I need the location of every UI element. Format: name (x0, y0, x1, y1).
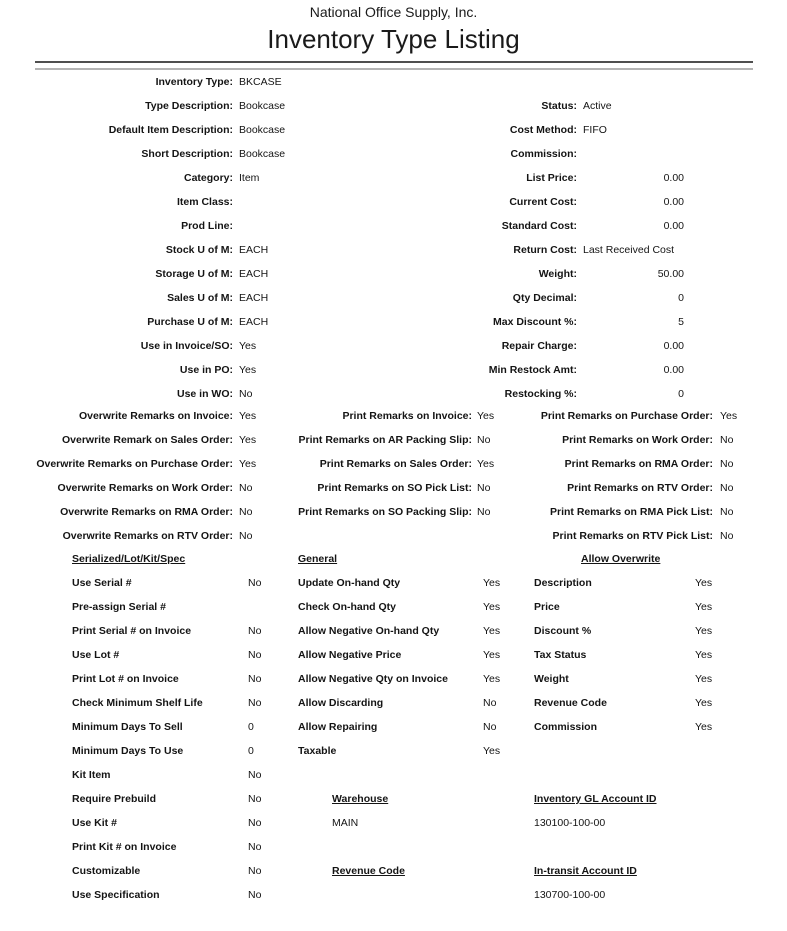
field-row (400, 238, 684, 262)
field-value: No (248, 841, 262, 853)
field-value: 0.00 (663, 340, 684, 352)
spacer-row (298, 883, 500, 907)
field-row (72, 811, 261, 835)
subsection-header-row (298, 859, 500, 883)
field-label: Purchase U of M: (147, 316, 233, 328)
field-value: No (720, 506, 734, 518)
field-value: No (239, 388, 253, 400)
field-value: Yes (695, 649, 713, 661)
section-rows (534, 571, 712, 907)
section-rows (72, 571, 261, 907)
section-rows (298, 571, 500, 907)
field-row (0, 118, 285, 142)
field-label: Print Remarks on RMA Order: (564, 458, 713, 470)
field-label: Commission: (510, 148, 577, 160)
field-value: No (239, 482, 253, 494)
field-value: Yes (483, 673, 501, 685)
field-row (298, 739, 500, 763)
field-label: Allow Repairing (298, 721, 378, 733)
field-row (72, 571, 261, 595)
field-label: Price (534, 601, 560, 613)
field-row (534, 595, 712, 619)
field-value: Yes (720, 410, 738, 422)
field-row (72, 763, 261, 787)
field-label: Return Cost: (513, 244, 577, 256)
section-header: Allow Overwrite (581, 553, 661, 565)
subsection-header: Warehouse (332, 793, 389, 805)
field-value: 0 (248, 721, 254, 733)
field-row (400, 214, 684, 238)
field-value: 130700-100-00 (534, 889, 606, 901)
field-value: MAIN (332, 817, 359, 829)
field-row (72, 595, 261, 619)
field-row (400, 286, 684, 310)
field-label: List Price: (526, 172, 577, 184)
field-row (0, 310, 285, 334)
field-label: Minimum Days To Use (72, 745, 184, 757)
field-value: No (477, 482, 491, 494)
field-row (0, 94, 285, 118)
field-row (400, 382, 684, 406)
field-value: Yes (239, 434, 257, 446)
field-value: 130100-100-00 (534, 817, 606, 829)
field-row (298, 667, 500, 691)
field-value: Yes (483, 745, 501, 757)
field-value: Yes (695, 577, 713, 589)
field-row (240, 452, 494, 476)
field-row (0, 452, 256, 476)
field-label: Use Lot # (72, 649, 120, 661)
field-label: Print Remarks on Sales Order: (319, 458, 472, 470)
field-label: Update On-hand Qty (298, 577, 401, 589)
field-value: Bookcase (239, 124, 286, 136)
field-row (400, 190, 684, 214)
subsection-header-row (298, 787, 500, 811)
overwrite-remarks-column (0, 404, 256, 548)
field-label: Min Restock Amt: (488, 364, 577, 376)
field-value: No (248, 817, 262, 829)
field-value: EACH (239, 316, 269, 328)
subsection-header-row (534, 859, 712, 883)
field-row (0, 500, 256, 524)
field-label: Item Class: (176, 196, 233, 208)
print-remarks-column-2 (480, 404, 737, 548)
field-label: Type Description: (145, 100, 233, 112)
field-label: Commission (534, 721, 598, 733)
field-label: Standard Cost: (501, 220, 577, 232)
field-label: Use Serial # (72, 577, 132, 589)
field-row (0, 382, 285, 406)
field-row (72, 715, 261, 739)
general-section (298, 547, 500, 907)
field-label: Description (534, 577, 592, 589)
field-row (72, 859, 261, 883)
field-label: Use Specification (72, 889, 160, 901)
field-row (400, 118, 684, 142)
field-label: Allow Negative Qty on Invoice (298, 673, 448, 685)
page-title: Inventory Type Listing (267, 24, 520, 54)
field-row (240, 428, 494, 452)
field-label: Kit Item (72, 769, 111, 781)
field-label: Overwrite Remarks on RMA Order: (60, 506, 233, 518)
field-value: No (248, 673, 262, 685)
field-label: Print Remarks on Invoice: (342, 410, 472, 422)
serialized-lot-kit-spec-section (72, 547, 261, 907)
field-label: Status: (541, 100, 577, 112)
field-row (0, 214, 285, 238)
field-value: Yes (477, 458, 495, 470)
field-label: Repair Charge: (501, 340, 577, 352)
field-value: Yes (695, 625, 713, 637)
company-name: National Office Supply, Inc. (309, 4, 478, 20)
value-row (534, 811, 712, 835)
field-label: Print Remarks on RTV Order: (567, 482, 713, 494)
subsection-header: In-transit Account ID (534, 865, 637, 877)
field-value: Bookcase (239, 100, 286, 112)
field-value: No (248, 697, 262, 709)
field-label: Print Lot # on Invoice (72, 673, 179, 685)
field-value: Yes (483, 601, 501, 613)
general-info-left-column (0, 70, 285, 406)
field-row (480, 476, 737, 500)
field-value: No (248, 577, 262, 589)
allow-overwrite-section (534, 547, 712, 907)
field-row (0, 404, 256, 428)
field-label: Print Remarks on Work Order: (562, 434, 713, 446)
field-row (480, 524, 737, 548)
field-label: Prod Line: (181, 220, 233, 232)
field-value: BKCASE (239, 76, 282, 88)
field-label: Allow Discarding (298, 697, 384, 709)
field-value: No (239, 506, 253, 518)
field-row (72, 787, 261, 811)
field-label: Print Remarks on AR Packing Slip: (298, 434, 472, 446)
field-label: Overwrite Remarks on Purchase Order: (36, 458, 233, 470)
field-value: Yes (239, 458, 257, 470)
field-row (0, 190, 285, 214)
field-row (298, 571, 500, 595)
field-row (480, 500, 737, 524)
field-row (400, 334, 684, 358)
subsection-header: Revenue Code (332, 865, 405, 877)
field-row (534, 619, 712, 643)
field-label: Minimum Days To Sell (72, 721, 183, 733)
field-value: No (248, 649, 262, 661)
field-label: Sales U of M: (167, 292, 233, 304)
field-value: EACH (239, 292, 269, 304)
field-label: Print Serial # on Invoice (72, 625, 192, 637)
field-value: 0 (248, 745, 254, 757)
field-value: EACH (239, 268, 269, 280)
field-label: Revenue Code (534, 697, 607, 709)
field-row (72, 835, 261, 859)
field-value: Yes (483, 649, 501, 661)
field-value: 0.00 (663, 364, 684, 376)
field-value: Active (583, 100, 612, 112)
field-row (72, 619, 261, 643)
field-value: No (239, 530, 253, 542)
field-value: Yes (477, 410, 495, 422)
field-row (400, 262, 684, 286)
field-label: Storage U of M: (155, 268, 233, 280)
field-label: Cost Method: (509, 124, 577, 136)
field-label: Print Remarks on Purchase Order: (540, 410, 713, 422)
field-label: Print Remarks on SO Packing Slip: (298, 506, 472, 518)
field-label: Print Remarks on SO Pick List: (317, 482, 472, 494)
field-row (298, 643, 500, 667)
field-row (534, 643, 712, 667)
field-value: No (720, 458, 734, 470)
field-value: Yes (695, 601, 713, 613)
field-row (534, 667, 712, 691)
field-label: Use Kit # (72, 817, 117, 829)
field-row (0, 238, 285, 262)
field-label: Restocking %: (504, 388, 577, 400)
field-value: No (248, 625, 262, 637)
field-value: No (477, 506, 491, 518)
section-header: General (298, 553, 338, 565)
field-label: Overwrite Remarks on RTV Order: (62, 530, 233, 542)
field-label: Inventory Type: (155, 76, 233, 88)
field-label: Taxable (298, 745, 337, 757)
field-label: Overwrite Remark on Sales Order: (62, 434, 233, 446)
field-row (0, 524, 256, 548)
field-value: 0.00 (663, 172, 684, 184)
field-value: FIFO (583, 124, 607, 136)
field-value: No (483, 697, 497, 709)
field-value: Yes (483, 577, 501, 589)
field-row (0, 358, 285, 382)
field-label: Overwrite Remarks on Invoice: (78, 410, 233, 422)
field-row (298, 715, 500, 739)
field-value: Yes (239, 364, 257, 376)
field-label: Overwrite Remarks on Work Order: (57, 482, 233, 494)
field-row (0, 286, 285, 310)
field-value: 0 (678, 388, 684, 400)
field-row (0, 428, 256, 452)
field-row (0, 334, 285, 358)
field-row (480, 428, 737, 452)
section-header-row (72, 547, 261, 571)
field-value: Bookcase (239, 148, 286, 160)
field-label: Default Item Description: (108, 124, 233, 136)
field-label: Require Prebuild (72, 793, 157, 805)
field-label: Weight: (538, 268, 577, 280)
field-row (298, 595, 500, 619)
field-label: Category: (183, 172, 233, 184)
field-value: Last Received Cost (583, 244, 675, 256)
field-label: Use in PO: (179, 364, 233, 376)
field-value: EACH (239, 244, 269, 256)
field-value: 0 (678, 292, 684, 304)
field-row (534, 691, 712, 715)
field-row (72, 691, 261, 715)
field-row (72, 883, 261, 907)
field-value: Yes (695, 673, 713, 685)
field-label: Current Cost: (509, 196, 577, 208)
value-row (534, 883, 712, 907)
field-row (72, 643, 261, 667)
field-label: Pre-assign Serial # (72, 601, 166, 613)
field-value: Yes (239, 410, 257, 422)
field-row (72, 739, 261, 763)
subsection-header: Inventory GL Account ID (534, 793, 657, 805)
field-value: 0.00 (663, 196, 684, 208)
value-row (298, 811, 500, 835)
field-row (240, 500, 494, 524)
field-row (534, 715, 712, 739)
field-label: Print Kit # on Invoice (72, 841, 177, 853)
field-value: No (248, 865, 262, 877)
separator-line-top (35, 61, 753, 63)
field-label: Stock U of M: (165, 244, 233, 256)
field-row (400, 310, 684, 334)
spacer-row (534, 763, 712, 787)
field-value: 50.00 (657, 268, 684, 280)
field-row (480, 404, 737, 428)
field-row (0, 262, 285, 286)
field-label: Use in WO: (176, 388, 233, 400)
field-value: Yes (483, 625, 501, 637)
field-value: Yes (695, 721, 713, 733)
field-label: Max Discount %: (492, 316, 577, 328)
field-value: Yes (695, 697, 713, 709)
spacer-row (534, 835, 712, 859)
field-label: Weight (534, 673, 569, 685)
field-label: Tax Status (534, 649, 587, 661)
field-value: Item (239, 172, 260, 184)
field-row (0, 166, 285, 190)
field-row (298, 691, 500, 715)
subsection-header-row (534, 787, 712, 811)
field-row (0, 142, 285, 166)
field-value: No (248, 793, 262, 805)
field-value: Yes (239, 340, 257, 352)
field-value: No (477, 434, 491, 446)
field-value: No (248, 889, 262, 901)
spacer-row (534, 739, 712, 763)
print-remarks-column-1 (240, 404, 494, 524)
field-label: Check On-hand Qty (298, 601, 397, 613)
section-header: Serialized/Lot/Kit/Spec (72, 553, 186, 565)
field-row (72, 667, 261, 691)
field-row (400, 94, 684, 118)
field-label: Allow Negative On-hand Qty (298, 625, 440, 637)
field-label: Qty Decimal: (512, 292, 577, 304)
field-row (534, 571, 712, 595)
section-header-row (298, 547, 500, 571)
field-value: No (248, 769, 262, 781)
field-row (400, 142, 684, 166)
spacer-row (298, 763, 500, 787)
field-label: Use in Invoice/SO: (140, 340, 233, 352)
field-value: No (483, 721, 497, 733)
field-label: Print Remarks on RMA Pick List: (550, 506, 713, 518)
field-row (400, 166, 684, 190)
general-info-right-column (400, 94, 684, 406)
field-label: Check Minimum Shelf Life (72, 697, 203, 709)
field-value: No (720, 530, 734, 542)
field-row (298, 619, 500, 643)
field-value: 5 (678, 316, 684, 328)
field-value: No (720, 482, 734, 494)
spacer-row (298, 835, 500, 859)
field-label: Allow Negative Price (298, 649, 402, 661)
field-row (240, 404, 494, 428)
field-label: Print Remarks on RTV Pick List: (552, 530, 713, 542)
field-row (400, 358, 684, 382)
field-row (240, 476, 494, 500)
field-row (480, 452, 737, 476)
field-row (0, 70, 285, 94)
field-label: Customizable (72, 865, 141, 877)
field-label: Short Description: (141, 148, 233, 160)
field-value: No (720, 434, 734, 446)
field-label: Discount % (534, 625, 592, 637)
section-header-row (534, 547, 712, 571)
field-value: 0.00 (663, 220, 684, 232)
field-row (0, 476, 256, 500)
